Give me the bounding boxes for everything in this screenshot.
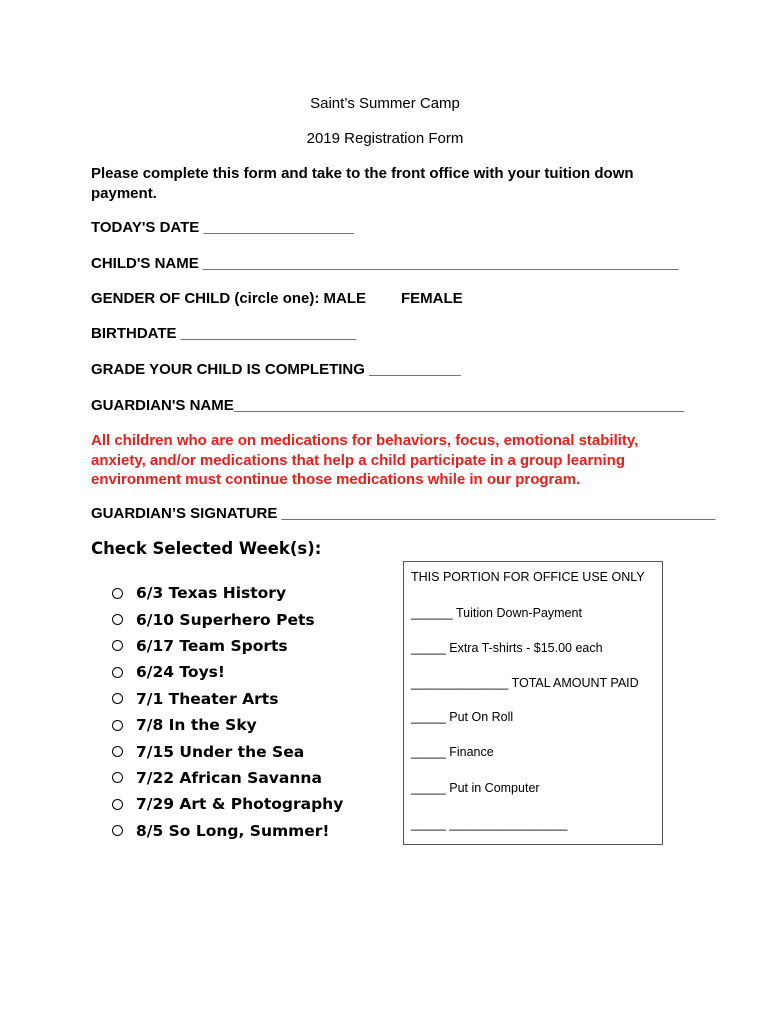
radio-circle-icon[interactable] [112, 720, 123, 731]
office-line-roll: _____ Put On Roll [411, 710, 514, 724]
radio-circle-icon[interactable] [112, 667, 123, 678]
week-item[interactable] [112, 791, 343, 817]
office-line-tuition: ______ Tuition Down-Payment [411, 606, 582, 620]
office-line-computer: _____ Put in Computer [411, 781, 540, 795]
medication-warning: All children who are on medications for behaviors, focus, emotional stability, anxiety, and/or medications that help a child participate in a group learning environment must continue those medications while in our program. [91, 432, 639, 488]
week-label: 8/5 So Long, Summer! [136, 821, 330, 840]
radio-circle-icon[interactable] [112, 588, 123, 599]
week-item[interactable] [112, 738, 343, 764]
weeks-heading: Check Selected Week(s): [91, 539, 322, 558]
office-line-total: ______________ TOTAL AMOUNT PAID [411, 676, 639, 690]
guardian-name-field[interactable]: GUARDIAN'S NAME______________________________________________________ [91, 397, 685, 414]
office-heading: THIS PORTION FOR OFFICE USE ONLY [411, 570, 645, 584]
office-line-blank: _____ _________________ [411, 817, 568, 831]
week-label: 6/10 Superhero Pets [136, 610, 315, 629]
childs-name-field[interactable]: CHILD'S NAME _________________________________________________________ [91, 255, 679, 272]
week-label: 6/3 Texas History [136, 584, 287, 603]
week-item[interactable] [112, 633, 343, 659]
radio-circle-icon[interactable] [112, 746, 123, 757]
week-label: 7/15 Under the Sea [136, 742, 305, 761]
office-use-box [403, 561, 663, 845]
todays-date-field[interactable]: TODAY'S DATE __________________ [91, 219, 354, 236]
grade-field[interactable]: GRADE YOUR CHILD IS COMPLETING ___________ [91, 361, 461, 378]
gender-field[interactable]: GENDER OF CHILD (circle one): MALE [91, 290, 367, 307]
week-label: 7/8 In the Sky [136, 716, 257, 735]
gender-female-option[interactable]: FEMALE [401, 290, 463, 307]
week-item[interactable] [112, 818, 343, 844]
radio-circle-icon[interactable] [112, 640, 123, 651]
guardian-signature-field[interactable]: GUARDIAN’S SIGNATURE ____________________________________________________ [91, 505, 716, 522]
week-item[interactable] [112, 606, 343, 632]
week-item[interactable] [112, 765, 343, 791]
camp-name: Saint’s Summer Camp [310, 95, 460, 112]
radio-circle-icon[interactable] [112, 799, 123, 810]
week-item[interactable] [112, 580, 343, 606]
radio-circle-icon[interactable] [112, 825, 123, 836]
week-item[interactable] [112, 712, 343, 738]
week-label: 7/1 Theater Arts [136, 689, 279, 708]
office-line-finance: _____ Finance [411, 745, 494, 759]
birthdate-field[interactable]: BIRTHDATE _____________________ [91, 325, 356, 342]
week-list [112, 580, 343, 844]
week-item[interactable] [112, 659, 343, 685]
radio-circle-icon[interactable] [112, 772, 123, 783]
week-label: 6/17 Team Sports [136, 636, 288, 655]
week-label: 6/24 Toys! [136, 663, 225, 682]
week-item[interactable] [112, 686, 343, 712]
form-title: 2019 Registration Form [306, 130, 464, 147]
week-label: 7/22 African Savanna [136, 768, 322, 787]
instructions: Please complete this form and take to the front office with your tuition down payment. [91, 165, 634, 202]
week-label: 7/29 Art & Photography [136, 795, 344, 814]
office-line-tshirts: _____ Extra T-shirts - $15.00 each [411, 641, 603, 655]
radio-circle-icon[interactable] [112, 693, 123, 704]
radio-circle-icon[interactable] [112, 614, 123, 625]
